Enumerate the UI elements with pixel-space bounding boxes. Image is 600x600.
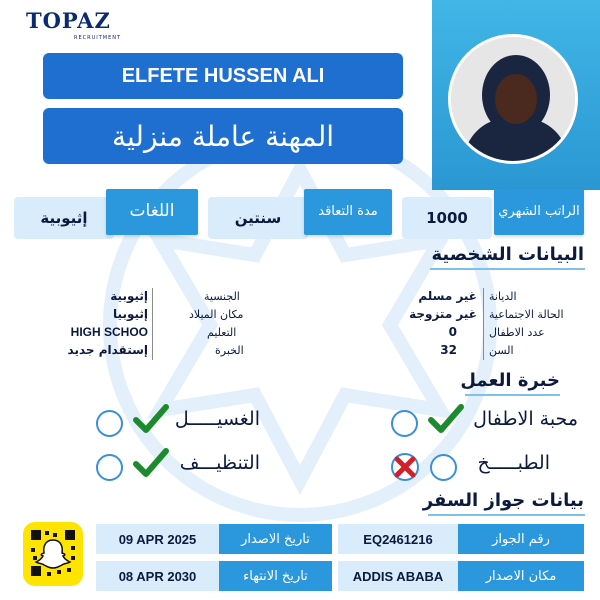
passport-number-label: رقم الجواز	[458, 524, 584, 554]
personal-section-title: البيانات الشخصية	[431, 244, 584, 265]
languages-value: إثيوبية	[14, 197, 114, 239]
experience-label: الخبرة	[215, 344, 244, 357]
salary-value: 1000	[402, 197, 492, 239]
passport-section-title: بيانات جواز السفر	[422, 490, 584, 511]
duration-label: مدة التعاقد	[304, 189, 392, 235]
birthplace-value: إثيوبيا	[113, 307, 148, 321]
passport-number-value: EQ2461216	[338, 524, 458, 554]
age-label: السن	[489, 344, 514, 357]
children-label: عدد الاطفال	[489, 326, 545, 339]
skill-childcare-label: محبة الاطفال	[473, 408, 578, 430]
work-title-line	[465, 394, 560, 396]
passport-title-line	[428, 514, 585, 516]
marital-status-value: غير متزوجة	[409, 307, 477, 321]
company-logo	[26, 8, 126, 42]
personal-title-line	[430, 268, 585, 270]
skill-cleaning-label: التنظيـــف	[179, 452, 260, 474]
nationality-label: الجنسية	[204, 290, 240, 303]
religion-label: الديانة	[489, 290, 517, 303]
birthplace-label: مكان الميلاد	[189, 308, 244, 321]
education-value: HIGH SCHOO	[70, 325, 148, 339]
candidate-name: ELFETE HUSSEN ALI	[43, 53, 403, 99]
issue-date-label: تاريخ الاصدار	[219, 524, 332, 554]
personal-divider-left	[152, 288, 153, 360]
children-value: 0	[448, 325, 457, 339]
duration-value: سنتين	[208, 197, 308, 239]
issue-date-value: 09 APR 2025	[96, 524, 219, 554]
experience-value: إستقدام جديد	[67, 343, 148, 357]
skill-cooking-checkbox	[430, 454, 457, 481]
personal-divider-right	[483, 288, 484, 360]
skill-cooking-label: الطبـــــخ	[477, 452, 550, 474]
issue-place-value: ADDIS ABABA	[338, 561, 458, 591]
candidate-profession: المهنة عاملة منزلية	[43, 108, 403, 164]
marital-status-label: الحالة الاجتماعية	[489, 308, 564, 321]
religion-value: غير مسلم	[418, 289, 477, 303]
check-icon	[133, 402, 169, 436]
education-label: التعليم	[207, 326, 237, 339]
skill-cleaning-checkbox	[96, 454, 123, 481]
logo-tagline: RECRUITMENT	[74, 35, 122, 41]
logo-brand: TOPAZ	[26, 8, 111, 33]
expiry-date-label: تاريخ الانتهاء	[219, 561, 332, 591]
snapchat-qr-icon	[23, 522, 83, 586]
expiry-date-value: 08 APR 2030	[96, 561, 219, 591]
languages-label: اللغات	[106, 189, 198, 235]
skill-laundry-checkbox	[96, 410, 123, 437]
check-icon	[133, 446, 169, 480]
issue-place-label: مكان الاصدار	[458, 561, 584, 591]
check-icon	[428, 402, 464, 436]
age-value: 32	[440, 343, 457, 357]
candidate-photo	[448, 34, 578, 164]
salary-label: الراتب الشهري	[494, 189, 584, 235]
nationality-value: إثيوبية	[110, 289, 148, 303]
work-section-title: خبرة العمل	[460, 370, 560, 391]
cross-icon	[390, 452, 420, 482]
skill-childcare-checkbox	[391, 410, 418, 437]
skill-laundry-label: الغسيـــــل	[174, 408, 260, 430]
